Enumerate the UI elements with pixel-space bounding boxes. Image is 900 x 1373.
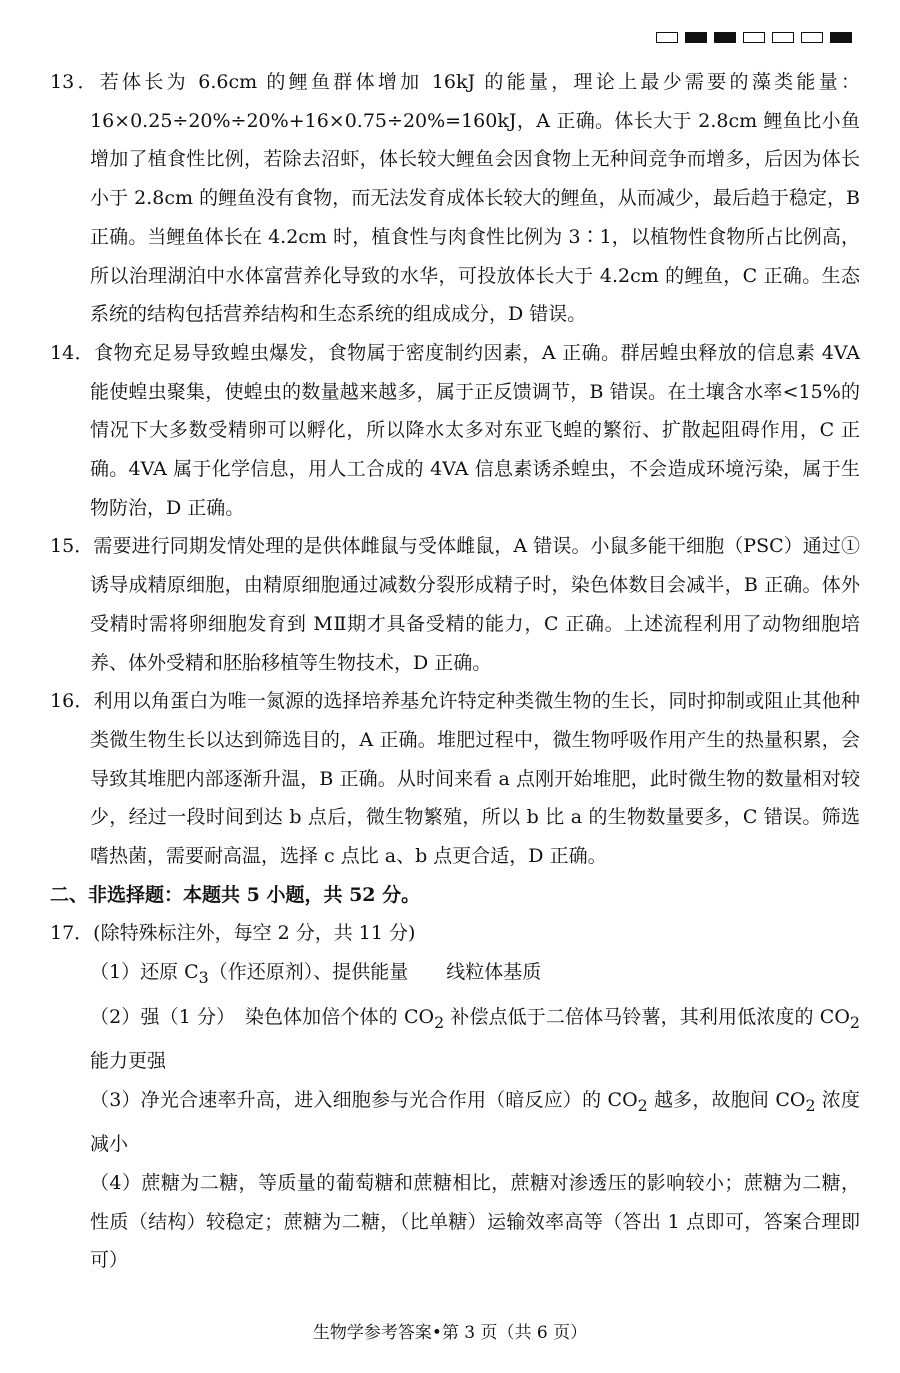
answer-item-15: 15．需要进行同期发情处理的是供体雌鼠与受体雌鼠，A 错误。小鼠多能干细胞（PSC）通过①诱导成精原细胞，由精原细胞通过减数分裂形成精子时，染色体数目会减半，B 正确。体外受精时需将卵细胞发育到 MⅡ期才具备受精的能力，C 正确。上述流程利用了动物细胞培养、体外受精和胚胎移植等生物技术，D 正确。	[50, 535, 860, 674]
answer-17-part-1	[50, 953, 860, 998]
answer-item-16: 16．利用以角蛋白为唯一氮源的选择培养基允许特定种类微生物的生长，同时抑制或阻止其他种类微生物生长以达到筛选目的，A 正确。堆肥过程中，微生物呼吸作用产生的热量积累，会导致其堆肥内部逐渐升温，B 正确。从时间来看 a 点刚开始堆肥，此时微生物的数量相对较少，经过一段时间到达 b 点后，微生物繁殖，所以 b 比 a 的生物数量要多，C 错误。筛选嗜热菌，需要耐高温，选择 c 点比 a、b 点更合适，D 正确。	[50, 690, 860, 868]
header-marks	[656, 32, 852, 43]
header-mark-filled	[685, 32, 707, 43]
answer-17-part-4: （4）蔗糖为二糖，等质量的葡萄糖和蔗糖相比，蔗糖对渗透压的影响较小；蔗糖为二糖，性质（结构）较稳定；蔗糖为二糖，（比单糖）运输效率高等（答出 1 点即可，答案合理即可）	[90, 1172, 860, 1272]
header-mark-empty	[772, 32, 794, 43]
answer-item-17-head: 17．(除特殊标注外，每空 2 分，共 11 分)	[50, 922, 416, 945]
answer-17-3-text: 越多，故胞间 CO	[647, 1088, 806, 1111]
header-mark-empty	[801, 32, 823, 43]
header-mark-empty	[656, 32, 678, 43]
answer-17-1-text: （作还原剂）、提供能量 线粒体基质	[208, 961, 542, 984]
subscript: 3	[198, 967, 209, 987]
answer-17-part-3	[50, 1081, 860, 1164]
answer-item-13: 13．若体长为 6.6cm 的鲤鱼群体增加 16kJ 的能量，理论上最少需要的藻类能量：16×0.25÷20%÷20%+16×0.75÷20%=160kJ，A 正确。体长大于 2.8cm 鲤鱼比小鱼增加了植食性比例，若除去沼虾，体长较大鲤鱼会因食物上无种间竞争而增多，后因为体长小于 2.8cm 的鲤鱼没有食物，而无法发育成体长较大的鲤鱼，从而减少，最后趋于稳定，B 正确。当鲤鱼体长在 4.2cm 时，植食性与肉食性比例为 3∶1，以植物性食物所占比例高，所以治理湖泊中水体富营养化导致的水华，可投放体长大于 4.2cm 的鲤鱼，C 正确。生态系统的结构包括营养结构和生态系统的组成成分，D 错误。	[50, 71, 860, 326]
answer-item-14: 14．食物充足易导致蝗虫爆发，食物属于密度制约因素，A 正确。群居蝗虫释放的信息素 4VA 能使蝗虫聚集，使蝗虫的数量越来越多，属于正反馈调节，B 错误。在土壤含水率<15%的情况下大多数受精卵可以孵化，所以降水太多对东亚飞蝗的繁衍、扩散起阻碍作用，C 正确。4VA 属于化学信息，用人工合成的 4VA 信息素诱杀蝗虫，不会造成环境污染，属于生物防治，D 正确。	[50, 341, 860, 519]
subscript: 2	[849, 1012, 860, 1032]
answer-17-2-text: 能力更强	[90, 1050, 167, 1073]
answer-17-1-text: （1）还原 C	[90, 961, 199, 984]
answer-17-part-2	[50, 998, 860, 1081]
answer-content	[50, 63, 860, 1280]
header-mark-filled	[830, 32, 852, 43]
subscript: 2	[434, 1012, 445, 1032]
answer-17-3-text: （3）净光合速率升高，进入细胞参与光合作用（暗反应）的 CO	[90, 1088, 638, 1111]
answer-17-2-text: 补偿点低于二倍体马铃薯，其利用低浓度的 CO	[444, 1005, 850, 1028]
answer-17-2-text: （2）强（1 分） 染色体加倍个体的 CO	[90, 1005, 435, 1028]
header-mark-filled	[714, 32, 736, 43]
subscript: 2	[805, 1095, 816, 1115]
answer-17-3-text: 浓度减小	[90, 1088, 860, 1156]
subscript: 2	[637, 1095, 648, 1115]
header-mark-empty	[743, 32, 765, 43]
section-title: 二、非选择题：本题共 5 小题，共 52 分。	[50, 883, 421, 906]
page-footer: 生物学参考答案•第 3 页（共 6 页）	[312, 1323, 588, 1343]
